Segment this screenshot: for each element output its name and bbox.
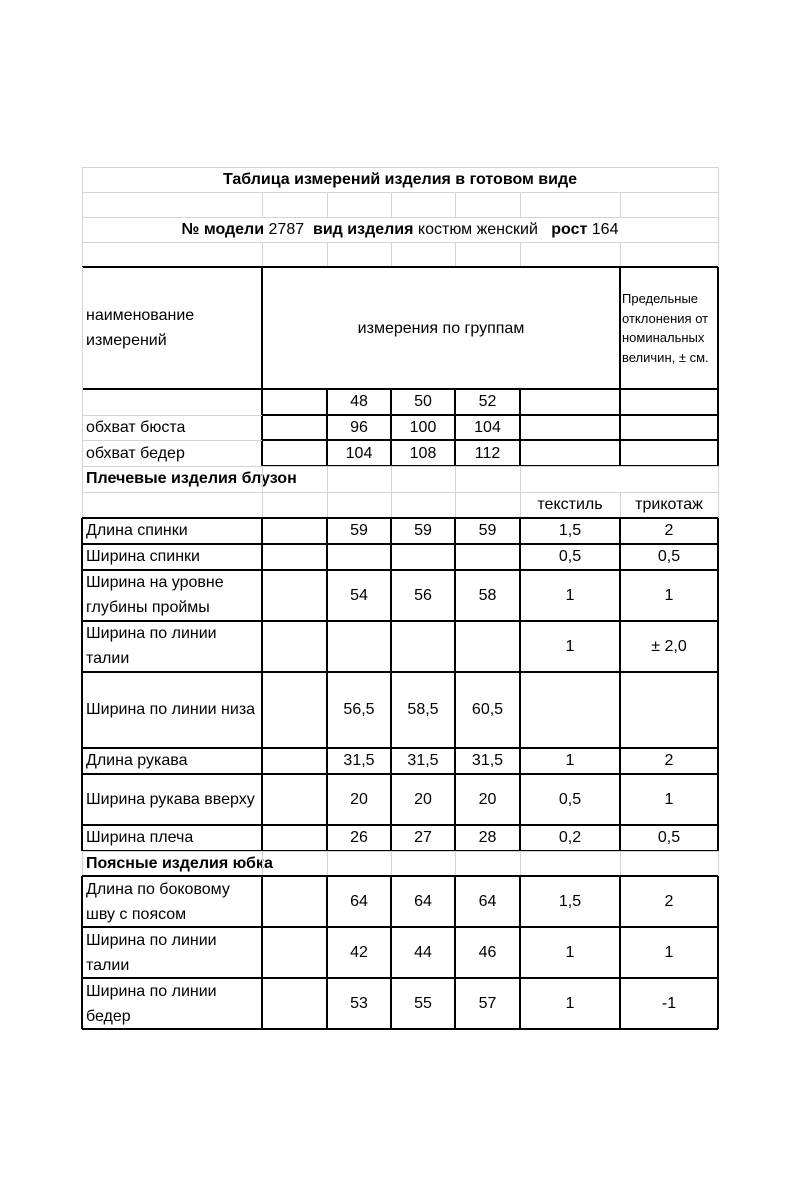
measurement-value: 28	[478, 829, 497, 846]
grid-vline	[391, 851, 392, 877]
grid-vline	[717, 389, 719, 466]
model-info-line	[82, 217, 718, 242]
measurement-name: Ширина по линии бедер	[86, 982, 217, 1025]
tolerance-textile: 1	[565, 586, 575, 604]
type-label: вид изделия	[313, 221, 414, 238]
tolerance-knit	[620, 672, 718, 748]
measurement-value: 20	[350, 790, 368, 808]
measurement-value: 64	[478, 893, 497, 911]
tolerance-knit: 0,5	[657, 548, 681, 565]
measurement-value: 59	[478, 522, 497, 539]
measurement-value: 31,5	[407, 752, 439, 769]
grid-vline	[620, 851, 621, 877]
measurement-value: 46	[478, 944, 497, 962]
measurement-name: Длина по боковому шву с поясом	[86, 880, 230, 923]
measurement-value: 96	[350, 419, 368, 437]
tolerance-textile: 0,5	[558, 548, 582, 565]
grid-hline	[82, 192, 718, 193]
size-cell: 48	[350, 393, 368, 411]
grid-vline	[619, 389, 621, 466]
measurement-value: 55	[414, 995, 432, 1013]
tolerance-textile: 0,2	[558, 829, 582, 846]
measurement-value: 64	[350, 893, 368, 911]
measurement-value: 108	[409, 444, 437, 462]
measurement-value	[391, 544, 455, 570]
grid-vline	[327, 242, 328, 267]
tolerance-textile: 1	[565, 752, 575, 769]
grid-vline	[718, 466, 719, 492]
measurement-name: Длина рукава	[86, 752, 188, 769]
grid-vline	[620, 242, 621, 267]
measurement-value: 54	[350, 586, 368, 604]
grid-vline	[327, 192, 328, 217]
measurement-name: обхват бюста	[86, 419, 186, 437]
measurement-name: Ширина по линии талии	[86, 625, 217, 667]
grid-vline	[391, 192, 392, 217]
measurement-value: 44	[414, 944, 432, 962]
measurement-value: 20	[478, 790, 497, 808]
section-title: Поясные изделия юбка	[86, 854, 273, 872]
tolerance-knit: 2	[664, 522, 674, 539]
grid-vline	[455, 192, 456, 217]
measurement-name: Ширина на уровне глубины проймы	[86, 574, 224, 616]
height-value: 164	[591, 221, 619, 238]
measurement-value: 56	[414, 586, 432, 604]
measurement-value: 59	[414, 522, 432, 539]
measurement-table	[82, 167, 718, 1032]
grid-vline	[455, 466, 456, 517]
measurement-value	[391, 621, 455, 672]
tolerance-textile: 1,5	[558, 522, 582, 539]
model-label: № модели	[181, 221, 265, 238]
grid-vline	[718, 492, 719, 518]
tolerance-textile: 1	[565, 995, 575, 1013]
grid-vline	[718, 167, 719, 267]
size-cell: 52	[478, 393, 497, 411]
measurement-value: 31,5	[343, 752, 375, 769]
grid-vline	[718, 851, 719, 877]
measurement-value: 27	[414, 829, 432, 846]
measurement-value: 42	[350, 944, 368, 962]
tolerance-knit: 1	[664, 944, 674, 962]
measurement-value: 20	[414, 790, 432, 808]
height-label: рост	[551, 221, 588, 238]
measurement-value	[327, 621, 391, 672]
tolerance-knit: -1	[661, 995, 677, 1013]
section-title: Плечевые изделия блузон	[86, 470, 297, 488]
tolerance-knit: 0,5	[657, 829, 681, 846]
tolerance-knit-header: трикотаж	[635, 496, 703, 514]
measurement-value: 64	[414, 893, 432, 911]
tolerance-knit: 1	[664, 790, 674, 808]
measurement-name-header: наименование измерений	[86, 307, 195, 349]
measurement-name: Ширина плеча	[86, 829, 194, 846]
tolerance-knit: 2	[664, 752, 674, 769]
grid-vline	[520, 242, 521, 267]
measurement-name: Ширина спинки	[86, 548, 200, 565]
size-cell: 50	[414, 393, 432, 411]
grid-vline	[455, 242, 456, 267]
measurement-value	[327, 544, 391, 570]
tolerance-header: Предельные отклонения от номинальных величин, ± см.	[622, 291, 709, 365]
measurement-value: 26	[350, 829, 368, 846]
tolerance-textile	[520, 672, 620, 748]
model-value: 2787	[268, 221, 305, 238]
tolerance-knit: 2	[664, 893, 674, 911]
tolerance-knit: ± 2,0	[651, 637, 687, 655]
tolerance-textile: 1	[565, 944, 575, 962]
measurement-value: 53	[350, 995, 368, 1013]
measurement-value: 57	[478, 995, 497, 1013]
measurement-value: 104	[474, 419, 501, 437]
grid-vline	[391, 466, 392, 517]
tolerance-textile: 1	[565, 637, 575, 655]
tolerance-textile: 1,5	[558, 893, 582, 911]
tolerance-knit: 1	[664, 586, 674, 604]
measurement-value: 60,5	[471, 701, 504, 718]
measurement-name: Длина спинки	[86, 522, 188, 539]
grid-hline	[82, 242, 718, 243]
size-groups-header: измерения по группам	[357, 319, 525, 337]
measurement-value: 100	[409, 419, 437, 437]
grid-vline	[520, 851, 521, 877]
tolerance-textile-header: текстиль	[537, 496, 603, 514]
grid-vline	[520, 192, 521, 217]
measurement-value: 112	[474, 444, 501, 462]
grid-vline	[391, 242, 392, 267]
type-value: костюм женский	[417, 221, 538, 238]
measurement-name: Ширина рукава вверху	[86, 790, 255, 808]
measurement-value: 31,5	[471, 752, 504, 769]
measurement-value	[455, 621, 520, 672]
measurement-value: 59	[350, 522, 368, 539]
grid-vline	[262, 192, 263, 217]
grid-vline	[455, 851, 456, 877]
tolerance-textile: 0,5	[558, 790, 582, 808]
measurement-value: 58	[478, 586, 497, 604]
measurement-name: обхват бедер	[86, 444, 185, 462]
measurement-value: 104	[345, 444, 373, 462]
grid-vline	[262, 242, 263, 267]
grid-vline	[620, 192, 621, 217]
measurement-name: Ширина по линии талии	[86, 931, 217, 974]
measurement-name: Ширина по линии низа	[86, 701, 256, 718]
table-title: Таблица измерений изделия в готовом виде	[222, 171, 578, 188]
measurement-value: 56,5	[343, 701, 375, 718]
measurement-value: 58,5	[407, 701, 439, 718]
measurement-value	[455, 544, 520, 570]
